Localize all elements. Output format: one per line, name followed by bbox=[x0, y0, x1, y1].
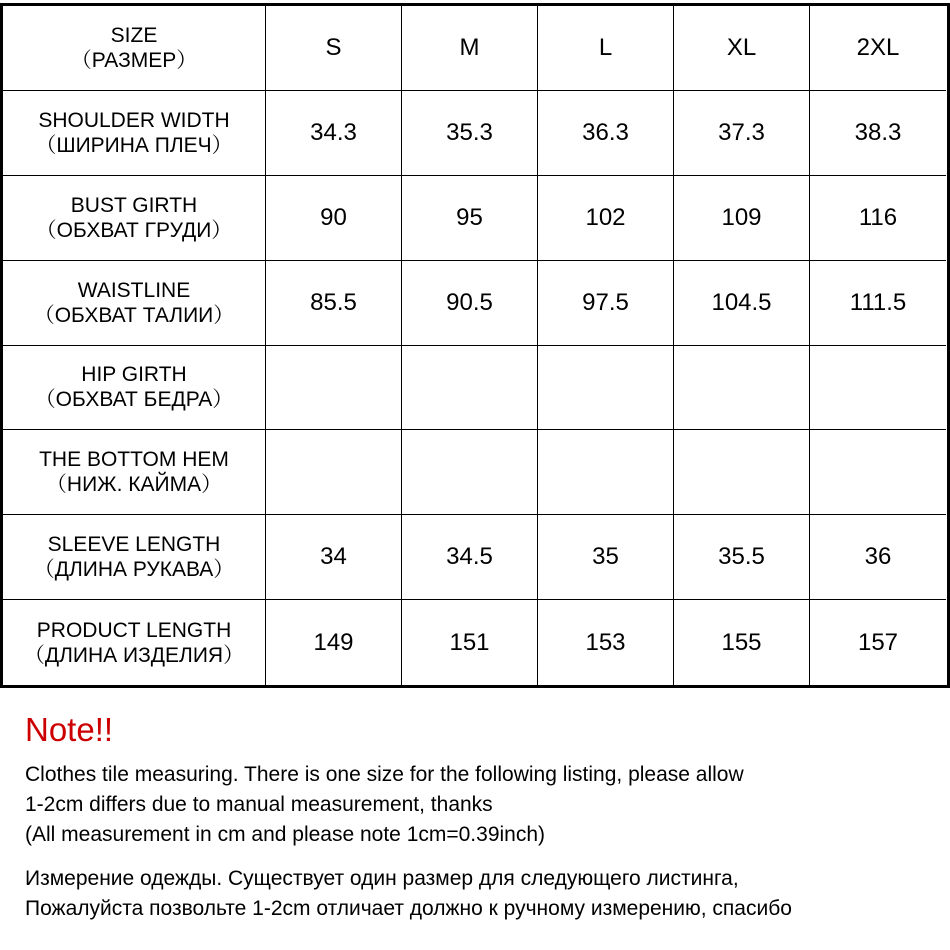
table-cell: 37.3 bbox=[674, 91, 810, 176]
row-label-bottom-hem bbox=[3, 430, 266, 515]
table-cell: 34.5 bbox=[402, 515, 538, 600]
table-cell bbox=[402, 346, 538, 431]
table-cell: 35.5 bbox=[674, 515, 810, 600]
note-line-en-3: (All measurement in cm and please note 1cm=0.39inch) bbox=[25, 823, 546, 846]
table-cell: 151 bbox=[402, 600, 538, 685]
measurement-notes bbox=[25, 700, 940, 924]
header-size-label bbox=[3, 6, 266, 91]
table-cell: 116 bbox=[810, 176, 946, 261]
row-label-waistline bbox=[3, 261, 266, 346]
table-cell: 34.3 bbox=[266, 91, 402, 176]
row-label-sleeve-length bbox=[3, 515, 266, 600]
row-label-en: SHOULDER WIDTH bbox=[38, 108, 230, 132]
row-label-en: PRODUCT LENGTH bbox=[36, 618, 232, 642]
table-cell bbox=[674, 346, 810, 431]
row-label-en: SLEEVE LENGTH bbox=[47, 533, 221, 557]
row-label-ru: （ОБХВАТ ТАЛИИ） bbox=[33, 303, 235, 327]
size-chart-table bbox=[0, 3, 950, 688]
table-cell: 95 bbox=[402, 176, 538, 261]
header-size-2xl: 2XL bbox=[810, 6, 946, 91]
note-title: Note!! bbox=[25, 711, 114, 748]
table-cell bbox=[538, 346, 674, 431]
header-size-label-en: SIZE bbox=[110, 23, 158, 47]
table-cell bbox=[266, 346, 402, 431]
table-cell: 109 bbox=[674, 176, 810, 261]
table-cell bbox=[538, 430, 674, 515]
row-label-en: BUST GIRTH bbox=[70, 193, 198, 217]
row-label-hip-girth bbox=[3, 346, 266, 431]
note-spacer bbox=[25, 850, 940, 864]
table-cell: 153 bbox=[538, 600, 674, 685]
table-cell bbox=[810, 346, 946, 431]
note-line-en-1: Clothes tile measuring. There is one size for the following listing, please allow bbox=[25, 763, 744, 786]
table-cell: 85.5 bbox=[266, 261, 402, 346]
header-size-s: S bbox=[266, 6, 402, 91]
row-label-ru: （ДЛИНА РУКАВА） bbox=[33, 558, 235, 582]
table-cell: 155 bbox=[674, 600, 810, 685]
table-cell: 97.5 bbox=[538, 261, 674, 346]
header-size-xl: XL bbox=[674, 6, 810, 91]
row-label-ru: （ОБХВАТ БЕДРА） bbox=[34, 388, 234, 412]
table-cell: 36.3 bbox=[538, 91, 674, 176]
row-label-ru: （ДЛИНА ИЗДЕЛИЯ） bbox=[23, 643, 245, 667]
table-cell: 157 bbox=[857, 628, 899, 656]
row-label-shoulder-width bbox=[3, 91, 266, 176]
table-cell: 102 bbox=[538, 176, 674, 261]
table-cell: 90.5 bbox=[402, 261, 538, 346]
note-line-en-2: 1-2cm differs due to manual measurement, thanks bbox=[25, 793, 493, 816]
table-cell bbox=[810, 430, 946, 515]
row-label-en: THE BOTTOM HEM bbox=[39, 448, 229, 472]
row-label-ru: （НИЖ. КАЙМА） bbox=[45, 473, 223, 497]
table-cell: 35.3 bbox=[402, 91, 538, 176]
table-cell bbox=[266, 430, 402, 515]
table-cell: 149 bbox=[266, 600, 402, 685]
table-cell: 36 bbox=[810, 515, 946, 600]
table-cell bbox=[402, 430, 538, 515]
table-cell: 90 bbox=[266, 176, 402, 261]
note-line-ru-1: Измерение одежды. Существует один размер для следующего листинга, bbox=[25, 867, 739, 890]
table-cell: 34 bbox=[266, 515, 402, 600]
table-cell: 104.5 bbox=[674, 261, 810, 346]
row-label-en: WAISTLINE bbox=[77, 278, 191, 302]
header-size-label-ru: （РАЗМЕР） bbox=[70, 48, 198, 72]
note-line-ru-2: Пожалуйста позвольте 1-2cm отличает должно к ручному измерению, спасибо bbox=[25, 897, 792, 920]
row-label-bust-girth bbox=[3, 176, 266, 261]
table-cell: 111.5 bbox=[810, 261, 946, 346]
header-size-l: L bbox=[538, 6, 674, 91]
row-label-product-length bbox=[3, 600, 266, 685]
row-label-ru: （ОБХВАТ ГРУДИ） bbox=[35, 218, 233, 242]
row-label-ru: （ШИРИНА ПЛЕЧ） bbox=[35, 133, 233, 157]
header-size-m: M bbox=[402, 6, 538, 91]
table-cell: 35 bbox=[538, 515, 674, 600]
table-cell: 38.3 bbox=[810, 91, 946, 176]
table-cell bbox=[674, 430, 810, 515]
row-label-en: HIP GIRTH bbox=[81, 363, 187, 387]
